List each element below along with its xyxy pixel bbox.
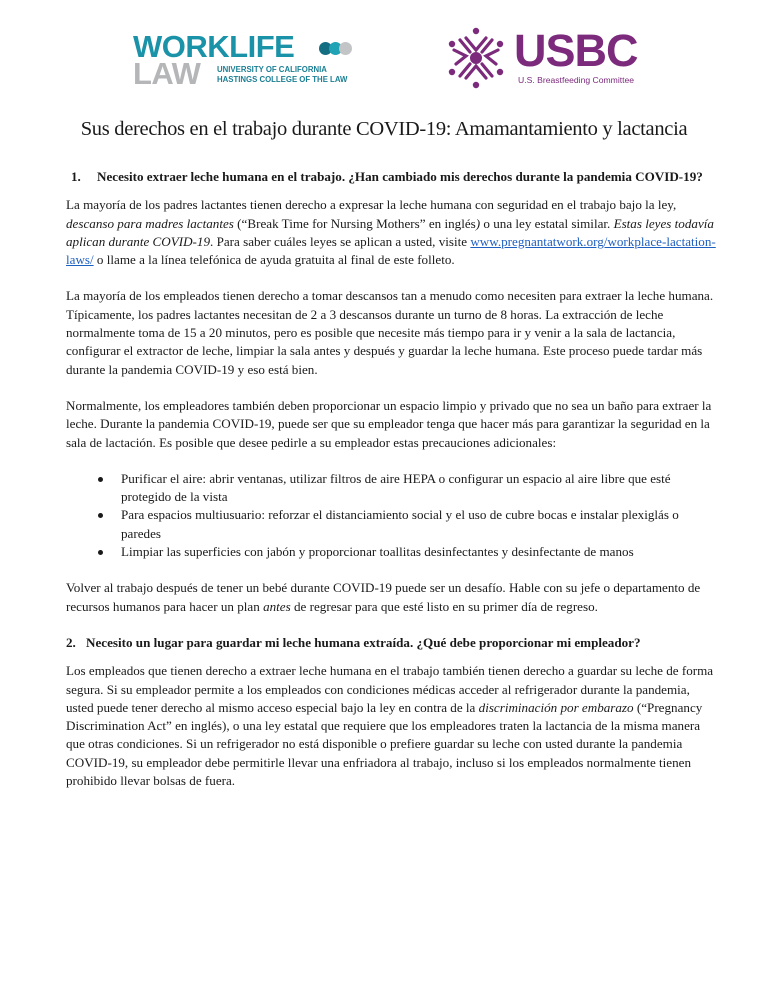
text-run: La mayoría de los padres lactantes tienen derecho a expresar la leche humana con seguridad en el trabajo bajo la ley, [66, 197, 677, 213]
usbc-wordmark: USBC [514, 25, 638, 76]
list-item [96, 543, 716, 561]
text-run: Volver al trabajo después de tener un bebé durante COVID-19 puede ser un desafío. Hable con su jefe o departamento de recursos humanos para hacer un plan [66, 580, 701, 614]
list-item-text: Purificar el aire: abrir ventanas, utilizar filtros de aire HEPA o configurar un espacio al aire libre que esté protegido de la vista [121, 470, 671, 505]
text-run: (“Break Time for Nursing Mothers” en inglés [233, 215, 476, 231]
text-run: o llame a la línea telefónica de ayuda gratuita al final de este folleto. [93, 252, 455, 268]
italic-emphasis: Estas leyes todavía aplican durante COVID-19 [66, 215, 714, 249]
usbc-subtitle: U.S. Breastfeeding Committee [518, 75, 635, 85]
bullet-icon [98, 513, 103, 518]
list-item-text: Limpiar las superficies con jabón y proporcionar toallitas desinfectantes y desinfectante de manos [121, 544, 634, 560]
text-run: Los empleados que tienen derecho a extraer leche humana en el trabajo también tienen derecho a guardar su leche de forma segura. Si su empleador permite a los empleados con condiciones médicas acceder al refrigerador durante la pandemia, usted puede tener derecho al mismo acceso especial bajo la ley en contra de la [66, 663, 714, 715]
list-item [96, 470, 716, 507]
section2-paragraph1 [66, 662, 716, 790]
page-title: Sus derechos en el trabajo durante COVID-19: Amamantamiento y lactancia [80, 118, 688, 140]
worklife-subtitle-line2: HASTINGS COLLEGE OF THE LAW [217, 75, 348, 84]
section2-heading-text: Necesito un lugar para guardar mi leche humana extraída. ¿Qué debe proporcionar mi empleador? [86, 634, 641, 650]
italic-emphasis: antes [263, 598, 291, 614]
worklife-subtitle [217, 65, 347, 85]
section1-heading-text: Necesito extraer leche humana en el trabajo. ¿Han cambiado mis derechos durante la pandemia COVID-19? [97, 169, 703, 184]
logo-header [0, 22, 768, 102]
italic-law-name: discriminación por embarazo [478, 699, 634, 715]
worklife-law-logo [133, 29, 363, 94]
list-item-text: Para espacios multiusuario: reforzar el distanciamiento social y el uso de cubre bocas e instalar plexiglás o paredes [121, 507, 679, 541]
section1-number: 1. [71, 169, 81, 184]
worklife-dots-icon [319, 42, 355, 56]
text-run: o una ley estatal similar. [480, 215, 614, 231]
section1-heading [66, 168, 716, 186]
worklife-subtitle-line1: UNIVERSITY OF CALIFORNIA [217, 65, 327, 74]
section1-paragraph2: La mayoría de los empleados tienen derecho a tomar descansos tan a menudo como necesiten para extraer la leche humana. Típicamente, los padres lactantes necesitan de 2 a 3 descansos durante un turno de 8 horas. La extracción de leche normalmente toma de 15 a 20 minutos, pero es posible que necesite más tiempo para ir y venir a la sala de lactancia, configurar el extractor de leche, limpiar la sala antes y después y guardar la leche humana. Este proceso puede tardar más durante la pandemia COVID-19 y eso está bien. [66, 288, 714, 377]
section1-paragraph4 [66, 579, 716, 616]
section1-paragraph3: Normalmente, los empleadores también deben proporcionar un espacio limpio y privado que no sea un baño para extraer la leche. Durante la pandemia COVID-19, puede ser que su empleador tenga que hacer más para garantizar la seguridad en la sala de lactación. Es posible que desee pedirle a su empleador estas precauciones adicionales: [66, 397, 712, 450]
section1-paragraph1 [66, 196, 716, 269]
lactation-laws-link[interactable]: www.pregnantatwork.org/workplace-lactation-laws/ [66, 233, 716, 268]
law-wordmark: LAW [133, 56, 201, 91]
precautions-list [66, 470, 716, 561]
italic-law-name: descanso para madres lactantes [66, 215, 234, 231]
text-run: (“Pregnancy Discrimination Act” en inglés), o una ley estatal que requiere que los empleadores traten la lactancia de la misma manera que otras condiciones. Si un refrigerador no está disponible o prefiere guardar su leche con usted durante la pandemia COVID-19, su empleador debe permitirle llevar una enfriadora al trabajo, incluso si los empleados normalmente tienen prohibido llevar bolsas de fuera. [66, 699, 703, 789]
bullet-icon [98, 550, 103, 555]
worklife-wordmark: WORKLIFE [133, 29, 295, 64]
bullet-icon [98, 477, 103, 482]
text-run: ) [475, 215, 481, 231]
usbc-snowflake-icon [444, 26, 508, 90]
usbc-logo [444, 26, 644, 98]
text-run: de regresar para que esté listo en su primer día de regreso. [290, 598, 598, 614]
section2-number: 2. [66, 634, 76, 650]
text-run: . Para saber cuáles leyes se aplican a usted, visite [210, 233, 471, 249]
document-body [66, 168, 716, 790]
section2-heading [66, 634, 716, 652]
list-item [96, 506, 716, 543]
